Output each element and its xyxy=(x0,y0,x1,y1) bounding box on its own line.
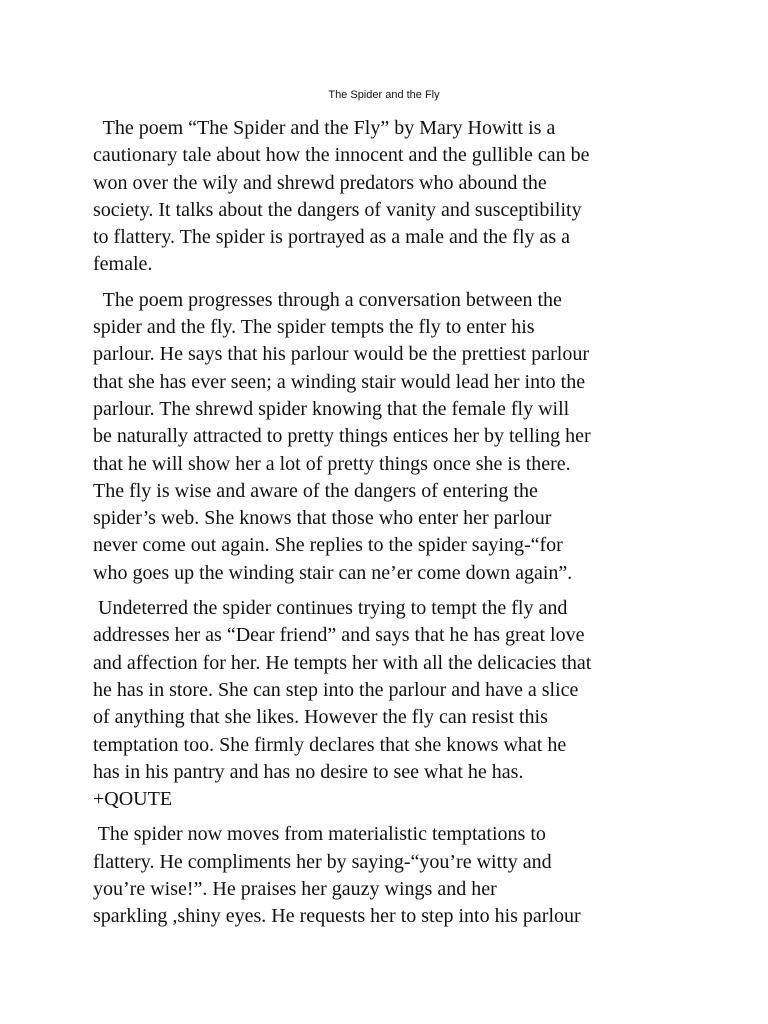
text-line: temptation too. She firmly declares that she knows what he xyxy=(93,733,567,756)
text-line: The poem “The Spider and the Fly” by Mary Howitt is a xyxy=(93,117,556,139)
text-line: you’re wise!”. He praises her gauzy wings and her xyxy=(93,878,497,901)
text-line: female. xyxy=(93,253,153,276)
text-line: The fly is wise and aware of the dangers of entering the xyxy=(93,479,538,502)
text-line: sparkling ,shiny eyes. He requests her to step into his parlour xyxy=(93,905,581,928)
text-line: Undeterred the spider continues trying to tempt the fly and xyxy=(93,597,568,620)
text-line: flattery. He compliments her by saying-“you’re witty and xyxy=(93,850,552,873)
text-line: has in his pantry and has no desire to see what he has. xyxy=(93,760,524,783)
text-line: society. It talks about the dangers of vanity and susceptibility xyxy=(93,198,582,221)
text-line: parlour. The shrewd spider knowing that the female fly will xyxy=(93,397,570,420)
text-line: be naturally attracted to pretty things entices her by telling her xyxy=(93,425,591,448)
text-line: The spider now moves from materialistic temptations to xyxy=(93,823,546,846)
paragraph-1 xyxy=(93,115,693,279)
text-line: who goes up the winding stair can ne’er come down again”. xyxy=(93,561,573,584)
text-line: that she has ever seen; a winding stair would lead her into the xyxy=(93,370,586,393)
text-line: to flattery. The spider is portrayed as a male and the fly as a xyxy=(93,226,571,249)
text-line: he has in store. She can step into the parlour and have a slice xyxy=(93,678,579,701)
text-line: and affection for her. He tempts her with all the delicacies that xyxy=(93,651,592,674)
paragraph-4 xyxy=(93,821,693,930)
text-line: The poem progresses through a conversation between the xyxy=(93,288,562,311)
text-line: cautionary tale about how the innocent and the gullible can be xyxy=(93,144,590,167)
text-line: that he will show her a lot of pretty things once she is there. xyxy=(93,452,571,475)
document-title: The Spider and the Fly xyxy=(328,89,440,101)
text-line: addresses her as “Dear friend” and says that he has great love xyxy=(93,624,585,647)
text-line: spider’s web. She knows that those who enter her parlour xyxy=(93,507,552,530)
text-line: +QOUTE xyxy=(93,788,173,811)
paragraph-3 xyxy=(93,595,693,813)
text-line: of anything that she likes. However the fly can resist this xyxy=(93,706,548,729)
text-line: won over the wily and shrewd predators who abound the xyxy=(93,171,547,194)
text-line: parlour. He says that his parlour would be the prettiest parlour xyxy=(93,343,589,366)
paragraph-2 xyxy=(93,287,693,587)
document-body xyxy=(93,115,693,939)
text-line: spider and the fly. The spider tempts the fly to enter his xyxy=(93,316,535,339)
text-line: never come out again. She replies to the spider saying-“for xyxy=(93,534,563,557)
